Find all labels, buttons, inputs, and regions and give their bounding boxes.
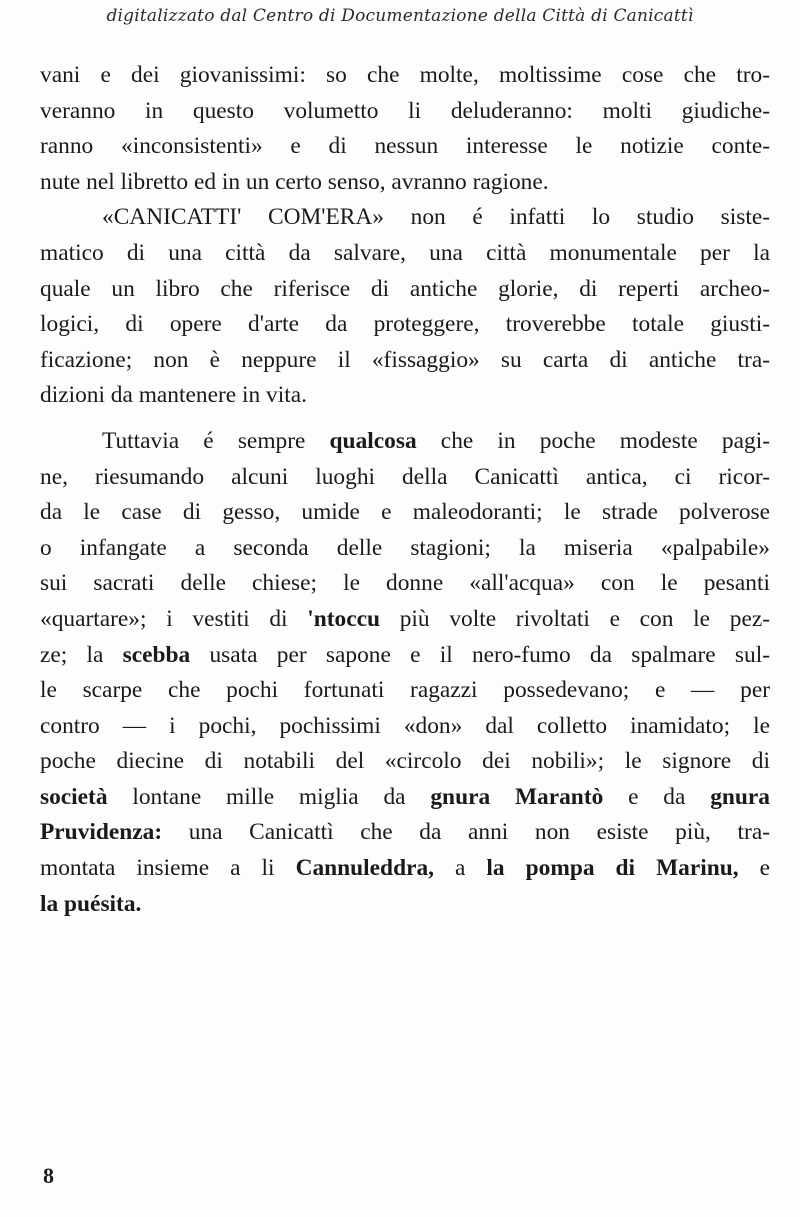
bold-term: Pruvidenza: xyxy=(40,819,163,846)
text-line: ne, riesumando alcuni luoghi della Canicattì antica, ci ricor- xyxy=(40,463,770,490)
text-line: Pruvidenza: una Canicattì che da anni non esiste più, tra- xyxy=(40,819,770,846)
text-line: Tuttavia é sempre qualcosa che in poche modeste pagi- xyxy=(102,427,770,454)
text-line: dizioni da mantenere in vita. xyxy=(40,382,307,409)
bold-term: Cannuleddra, xyxy=(295,855,434,882)
bold-term: 'ntoccu xyxy=(307,605,380,632)
text-line: poche diecine di notabili del «circolo dei nobili»; le signore di xyxy=(40,748,770,775)
paragraph-1 xyxy=(40,58,770,200)
text-line: contro — i pochi, pochissimi «don» dal colletto inamidato; le xyxy=(40,712,770,739)
text-line: società lontane mille miglia da gnura Marantò e da gnura xyxy=(40,783,770,810)
text-line: montata insieme a li Cannuleddra, a la pompa di Marinu, e xyxy=(40,855,770,882)
paragraph-3 xyxy=(40,424,770,922)
text-line: quale un libro che riferisce di antiche glorie, di reperti archeo- xyxy=(40,275,770,302)
page-number: 8 xyxy=(43,1163,54,1188)
text-line: logici, di opere d'arte da proteggere, troverebbe totale giusti- xyxy=(40,311,770,338)
digitization-watermark: digitalizzato dal Centro di Documentazione della Città di Canicattì xyxy=(106,6,694,26)
bold-term: la pompa di Marinu, xyxy=(486,855,739,882)
paragraph-2 xyxy=(40,200,770,414)
text-line: sui sacrati delle chiese; le donne «all'acqua» con le pesanti xyxy=(40,570,770,597)
bold-term: gnura Marantò xyxy=(430,783,604,810)
text-line: matico di una città da salvare, una città monumentale per la xyxy=(40,239,770,266)
text-line: «CANICATTI' COM'ERA» non é infatti lo studio siste- xyxy=(102,204,770,231)
paragraph-spacer xyxy=(40,414,770,424)
text-line: ficazione; non è neppure il «fissaggio» su carta di antiche tra- xyxy=(40,346,770,373)
text-line: o infangate a seconda delle stagioni; la miseria «palpabile» xyxy=(40,534,770,561)
bold-term: gnura xyxy=(710,783,770,810)
text-line: «quartare»; i vestiti di 'ntoccu più volte rivoltati e con le pez- xyxy=(40,605,770,632)
text-line: nute nel libretto ed in un certo senso, avranno ragione. xyxy=(40,168,549,195)
text-line: da le case di gesso, umide e maleodoranti; le strade polverose xyxy=(40,499,770,526)
body-text xyxy=(40,58,770,922)
text-line: veranno in questo volumetto li deluderanno: molti giudiche- xyxy=(40,97,770,124)
bold-term: scebba xyxy=(122,641,191,668)
text-line: ranno «inconsistenti» e di nessun interesse le notizie conte- xyxy=(40,133,770,160)
bold-term: qualcosa xyxy=(329,427,417,454)
text-line xyxy=(40,887,770,923)
bold-term: la puésita. xyxy=(40,890,142,917)
bold-term: società xyxy=(40,783,108,810)
text-line: ze; la scebba usata per sapone e il nero-fumo da spalmare sul- xyxy=(40,641,771,668)
text-line: vani e dei giovanissimi: so che molte, moltissime cose che tro- xyxy=(40,62,770,88)
text-line: le scarpe che pochi fortunati ragazzi possedevano; e — per xyxy=(40,677,770,704)
